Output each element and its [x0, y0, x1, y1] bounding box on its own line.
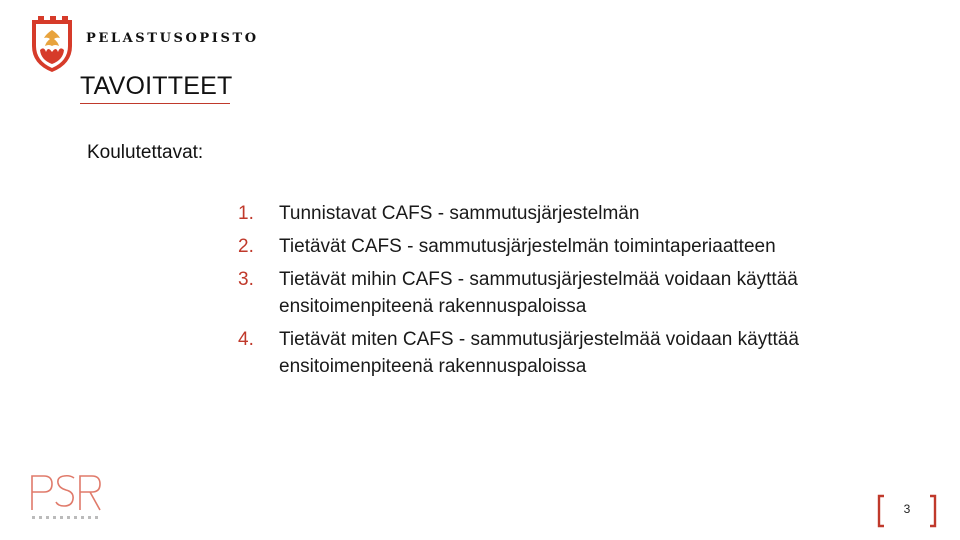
list-item [238, 326, 918, 380]
page-number-box [874, 494, 940, 528]
subtitle: Koulutettavat: [87, 142, 204, 163]
list-item [238, 200, 918, 227]
list-number: 4. [238, 329, 254, 350]
list-text: Tietävät mihin CAFS - sammutusjärjestelmää voidaan käyttää ensitoimenpiteenä rakennuspaloissa [279, 269, 798, 317]
shield-crest-icon [30, 16, 74, 72]
list-item [238, 266, 918, 320]
objectives-list [238, 200, 918, 386]
psr-logo [30, 470, 102, 522]
list-number: 3. [238, 269, 254, 290]
list-number: 1. [238, 203, 254, 224]
list-text: Tietävät miten CAFS - sammutusjärjestelmää voidaan käyttää ensitoimenpiteenä rakennuspaloissa [279, 329, 799, 377]
page-title: TAVOITTEET [80, 72, 233, 100]
list-text: Tietävät CAFS - sammutusjärjestelmän toimintaperiaatteen [279, 236, 776, 257]
list-item [238, 233, 918, 260]
page-number: 3 [903, 502, 911, 516]
pelastusopisto-logo [30, 16, 270, 72]
list-text: Tunnistavat CAFS - sammutusjärjestelmän [279, 203, 640, 224]
logo-wordmark: PELASTUSOPISTO [86, 31, 259, 46]
list-number: 2. [238, 236, 254, 257]
title-underline [80, 103, 230, 104]
